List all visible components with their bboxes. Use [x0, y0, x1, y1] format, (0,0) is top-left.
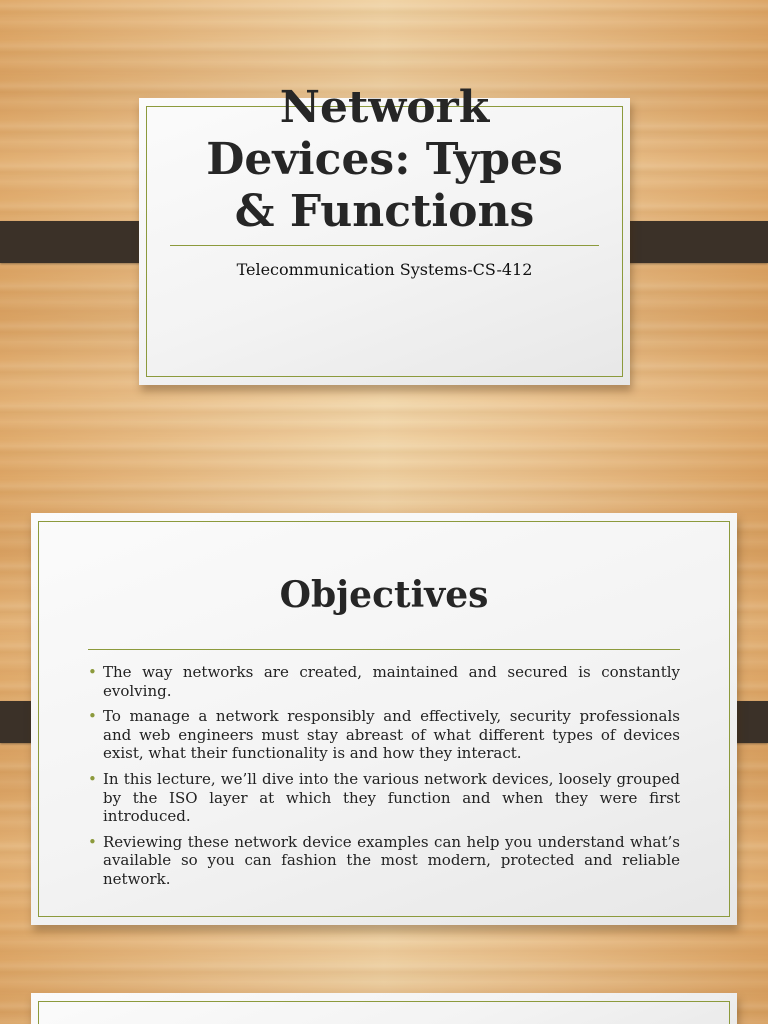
title-slide[interactable] — [139, 82, 630, 385]
list-item — [88, 707, 680, 763]
list-item — [88, 663, 680, 700]
bullet-icon: • — [88, 707, 97, 726]
bullet-icon: • — [88, 769, 97, 788]
bullet-text: The way networks are created, maintained and secured is constantly evolving. — [103, 663, 680, 700]
list-item — [88, 770, 680, 826]
title-divider — [170, 245, 599, 246]
slide-frame — [38, 1001, 730, 1024]
bullet-text: Reviewing these network device examples can help you understand what’s available so you can fashion the most modern, protected and reliable network. — [103, 832, 680, 888]
bullet-icon: • — [88, 832, 97, 851]
objectives-slide[interactable] — [31, 513, 737, 925]
slide-title: Network Devices: Types & Functions — [206, 82, 563, 237]
bullet-text: In this lecture, we’ll dive into the various network devices, loosely grouped by the ISO layer at which they function and when they were first introduced. — [103, 769, 680, 826]
slide-tab-right-1 — [613, 221, 768, 263]
bullet-text: To manage a network responsibly and effectively, security professionals and web engineers must stay abreast of what different types of devices exist, what their functionality is and how they interact. — [103, 707, 680, 763]
objectives-heading: Objectives — [279, 574, 489, 616]
next-slide[interactable] — [31, 993, 737, 1024]
slide-tab-left-1 — [0, 221, 156, 263]
bullet-icon: • — [88, 663, 97, 681]
objectives-list — [88, 663, 680, 896]
list-item — [88, 833, 680, 889]
slide-subtitle: Telecommunication Systems-CS-412 — [236, 260, 533, 279]
objectives-divider — [88, 649, 680, 650]
